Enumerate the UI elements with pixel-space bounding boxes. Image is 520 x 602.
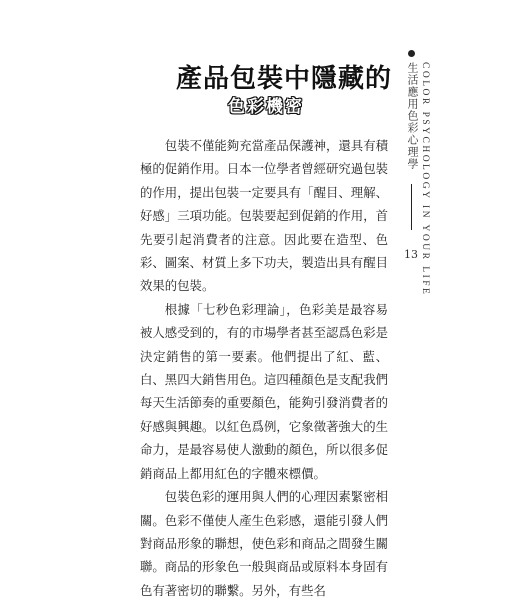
paragraph: 包裝不僅能夠充當產品保護神，還具有積極的促銷作用。日本一位學者曾經研究過包裝的作用，提出包裝一定要具有「醒目、理解、好感」三項功能。包裝要起到促銷的作用，首先要引起消費者的注意。因此要在造型、色彩、圖案、材質上多下功夫，製造出具有醒目效果的包裝。: [140, 138, 388, 294]
sidebar-chinese-title: 生活應用色彩心理學: [406, 62, 419, 170]
paragraph: 根據「七秒色彩理論」，色彩美是最容易被人感受到的，有的市場學者甚至認爲色彩是決定銷售的第一要素。他們提出了紅、藍、白、黑四大銷售用色。這四種顏色是支配我們每天生活節奏的重要顏色，能夠引發消費者的好感與興趣。以紅色爲例，它象徵著強大的生命力，是最容易使人激動的顏色，所以很多促銷商品上都用紅色的字體來標價。: [140, 301, 388, 481]
page-number: 13: [404, 248, 418, 261]
page-title: 產品包裝中隱藏的: [176, 64, 393, 94]
body-text: [140, 134, 388, 602]
paragraph: 包裝色彩的運用與人們的心理因素緊密相關。色彩不僅使人產生色彩感，還能引發人們對商品形象的聯想，使色彩和商品之間發生關聯。商品的形象色一般與商品或原料本身固有色有著密切的聯繫。另外，有些名: [140, 489, 388, 598]
page-subtitle: 色彩機密: [228, 97, 304, 117]
sidebar-divider: [411, 184, 412, 230]
sidebar-dot-icon: [408, 50, 415, 57]
sidebar-english-title: COLOR PSYCHOLOGY IN YOUR LIFE: [420, 62, 430, 297]
